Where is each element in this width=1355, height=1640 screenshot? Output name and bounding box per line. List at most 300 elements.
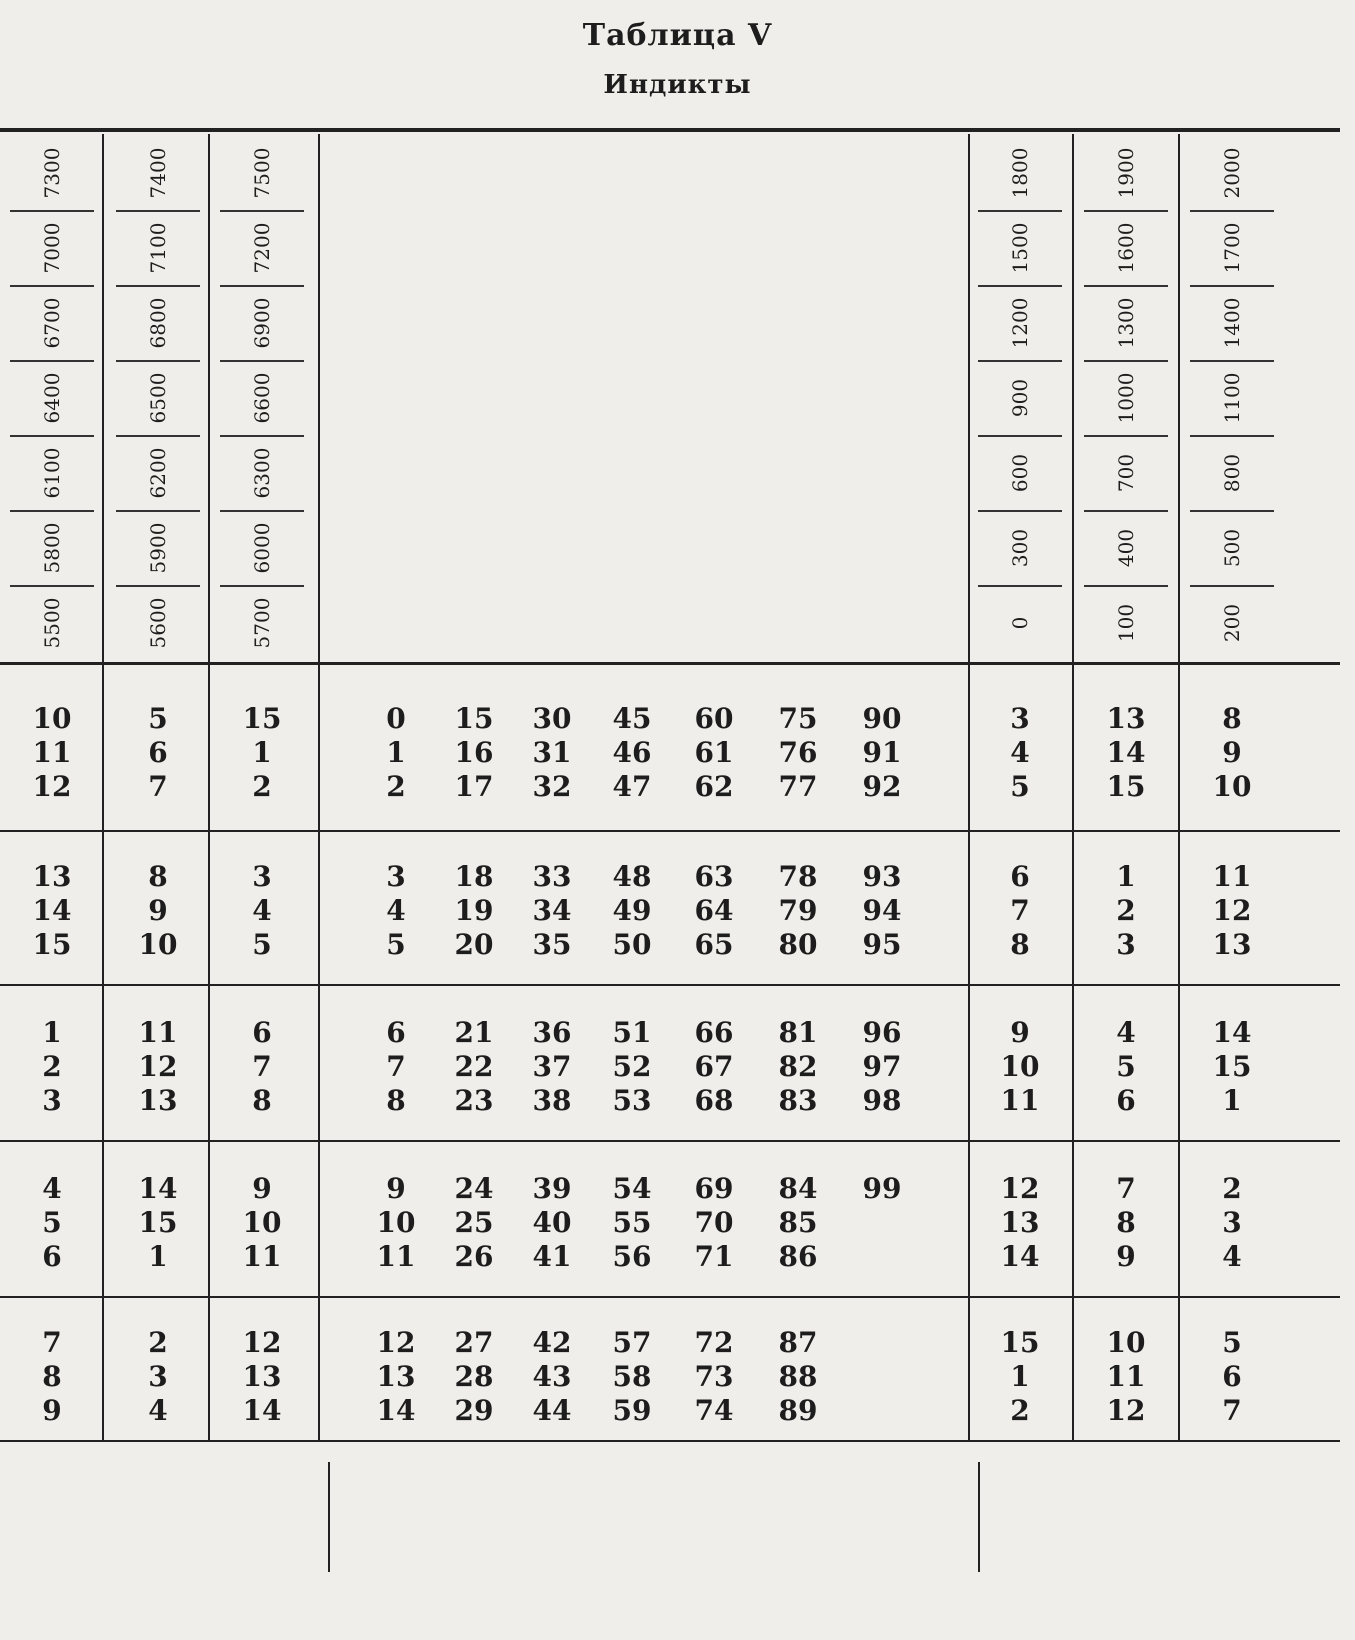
horizontal-rule [0,1140,1340,1142]
indict-value: 15 [454,702,494,735]
decade-year-column [512,1326,592,1428]
indict-value: 2 [42,1050,62,1083]
decade-year-column [674,1016,754,1118]
indict-value: 95 [862,928,902,961]
indict-value: 13 [1000,1206,1040,1239]
indict-value: 2 [148,1326,168,1359]
decade-year-column [434,702,514,804]
world-header-year: 5900 [146,522,170,573]
indict-value: 9 [42,1394,62,1427]
indict-value: 11 [138,1016,178,1049]
decade-year-column [356,1016,436,1118]
decade-year-column [758,702,838,804]
vertical-rule [1072,134,1074,1440]
indict-value: 9 [1116,1240,1136,1273]
indict-value: 5 [42,1206,62,1239]
christ-indict-column [980,1172,1060,1274]
decade-year-column [842,1172,922,1274]
christ-indict-column [1086,1016,1166,1118]
indict-value: 7 [386,1050,406,1083]
world-header-year: 6600 [250,372,274,423]
indict-value: 98 [862,1084,902,1117]
decade-year-column [356,860,436,962]
indict-value: 68 [694,1084,734,1117]
indict-value: 3 [252,860,272,893]
indict-value: 41 [532,1240,572,1273]
indict-value: 9 [386,1172,406,1205]
indict-value: 60 [694,702,734,735]
world-indict-column [12,702,92,804]
world-indict-column [222,860,302,962]
horizontal-rule [0,830,1340,832]
christ-header-year: 1500 [1008,222,1032,273]
indict-value: 11 [32,736,72,769]
christ-era-label [917,248,943,548]
decade-year-column [512,1016,592,1118]
world-header-year: 7000 [40,222,64,273]
indict-value: 79 [778,894,818,927]
christ-header-year: 300 [1008,528,1032,567]
decade-year-column [356,702,436,804]
indict-value: 4 [1116,1016,1136,1049]
world-indict-column [222,1326,302,1428]
christ-header-year: 1400 [1220,297,1244,348]
indict-value: 97 [862,1050,902,1083]
horizontal-rule [0,984,1340,986]
decade-year-column [434,860,514,962]
indict-value: 81 [778,1016,818,1049]
indict-value: 4 [1222,1240,1242,1273]
christ-header-year: 1800 [1008,147,1032,198]
indict-value: 29 [454,1394,494,1427]
christ-indict-column [1086,1172,1166,1274]
indict-value: 55 [612,1206,652,1239]
indict-value: 7 [1222,1394,1242,1427]
decade-year-column [758,1172,838,1274]
christ-indict-column [1086,702,1166,804]
indict-value: 12 [1000,1172,1040,1205]
indict-value: 7 [148,770,168,803]
indict-value: 14 [138,1172,178,1205]
christ-indict-column [1192,860,1272,962]
indict-value: 12 [376,1326,416,1359]
world-header-year: 5700 [250,597,274,648]
indict-value: 47 [612,770,652,803]
indict-value: 59 [612,1394,652,1427]
indict-value: 13 [32,860,72,893]
decade-year-column [758,860,838,962]
decade-year-column [674,1172,754,1274]
indict-value: 90 [862,702,902,735]
world-header-year: 6900 [250,297,274,348]
indict-value: 4 [148,1394,168,1427]
indict-value: 48 [612,860,652,893]
indict-value: 10 [376,1206,416,1239]
horizontal-rule [0,662,1340,665]
indict-value: 44 [532,1394,572,1427]
world-header-year: 6700 [40,297,64,348]
vertical-rule [102,134,104,1440]
world-header-year: 6100 [40,447,64,498]
indict-value: 3 [386,860,406,893]
indict-value: 54 [612,1172,652,1205]
decade-year-column [512,1172,592,1274]
decade-year-column [434,1326,514,1428]
indict-value: 10 [1212,770,1252,803]
decade-year-column [434,1016,514,1118]
indict-value [842,1394,922,1428]
world-header-year: 6000 [250,522,274,573]
indict-value: 42 [532,1326,572,1359]
indict-value: 1 [1116,860,1136,893]
indict-value: 5 [148,702,168,735]
indict-value: 3 [1010,702,1030,735]
indict-value: 30 [532,702,572,735]
world-header-year: 5600 [146,597,170,648]
indict-value: 2 [386,770,406,803]
indict-value: 12 [1106,1394,1146,1427]
indict-value: 11 [1000,1084,1040,1117]
world-era-label [332,248,358,548]
indict-value: 83 [778,1084,818,1117]
world-header-year: 6400 [40,372,64,423]
indict-value: 9 [1010,1016,1030,1049]
indict-value: 12 [32,770,72,803]
christ-header-year: 1000 [1114,372,1138,423]
christ-header-year: 600 [1008,453,1032,492]
world-indict-column [222,1172,302,1274]
indict-value: 1 [42,1016,62,1049]
world-indict-column [118,860,198,962]
christ-header-year: 1200 [1008,297,1032,348]
indict-value: 11 [376,1240,416,1273]
page-title: Таблица V [582,18,773,53]
indict-value: 72 [694,1326,734,1359]
christ-indict-column [1086,860,1166,962]
decade-year-column [674,702,754,804]
indict-value: 5 [386,928,406,961]
indict-value: 6 [252,1016,272,1049]
indict-value: 13 [376,1360,416,1393]
christ-header-year: 1300 [1114,297,1138,348]
indict-value: 57 [612,1326,652,1359]
christ-header-year: 1100 [1220,372,1244,423]
indict-value: 53 [612,1084,652,1117]
indict-value: 6 [1116,1084,1136,1117]
indict-value: 5 [1010,770,1030,803]
decade-year-column [512,860,592,962]
vertical-rule [208,134,210,1440]
decade-year-column [356,1172,436,1274]
indict-value: 64 [694,894,734,927]
indict-value: 7 [1116,1172,1136,1205]
world-header-year: 5500 [40,597,64,648]
indict-value: 36 [532,1016,572,1049]
decade-year-column [842,1016,922,1118]
decade-year-column [592,1326,672,1428]
indict-value: 73 [694,1360,734,1393]
world-header-year: 5800 [40,522,64,573]
indict-value: 69 [694,1172,734,1205]
horizontal-rule [0,1296,1340,1298]
indict-value: 50 [612,928,652,961]
christ-indict-column [1192,1326,1272,1428]
world-indict-column [118,1016,198,1118]
indict-value: 4 [1010,736,1030,769]
indict-value: 5 [1222,1326,1242,1359]
world-indict-column [12,1326,92,1428]
indict-value: 4 [252,894,272,927]
christ-indict-column [980,1016,1060,1118]
indict-value: 14 [242,1394,282,1427]
indict-value: 6 [1010,860,1030,893]
indict-value: 14 [32,894,72,927]
vertical-rule [968,134,970,1440]
indict-value: 66 [694,1016,734,1049]
indict-value: 52 [612,1050,652,1083]
horizontal-rule [0,1440,1340,1442]
footer-separator [978,1462,980,1572]
indict-value: 13 [138,1084,178,1117]
indict-value: 87 [778,1326,818,1359]
indict-value: 76 [778,736,818,769]
indict-value: 3 [1116,928,1136,961]
indict-value: 27 [454,1326,494,1359]
indict-value [842,1240,922,1274]
indict-value: 10 [1106,1326,1146,1359]
indict-value: 10 [1000,1050,1040,1083]
world-indict-column [118,1326,198,1428]
christ-header-year: 200 [1220,603,1244,642]
indict-value: 37 [532,1050,572,1083]
indict-value: 1 [148,1240,168,1273]
indict-value: 11 [1212,860,1252,893]
horizontal-rule [0,128,1340,132]
christ-header-year: 1900 [1114,147,1138,198]
world-indict-column [118,702,198,804]
indict-value: 12 [138,1050,178,1083]
christ-header-year: 100 [1114,603,1138,642]
christ-indict-column [1192,702,1272,804]
decade-year-column [842,702,922,804]
indict-value: 35 [532,928,572,961]
world-indict-column [222,702,302,804]
christ-header-year: 400 [1114,528,1138,567]
world-indict-column [118,1172,198,1274]
indict-value: 14 [1000,1240,1040,1273]
indict-value: 65 [694,928,734,961]
indict-value: 24 [454,1172,494,1205]
indict-value: 1 [1222,1084,1242,1117]
indict-value: 75 [778,702,818,735]
indict-value: 15 [242,702,282,735]
world-header-year: 7200 [250,222,274,273]
decade-year-column [434,1172,514,1274]
indict-value [842,1206,922,1240]
indict-value: 14 [1212,1016,1252,1049]
indict-value: 15 [32,928,72,961]
indict-value: 10 [138,928,178,961]
indict-value: 7 [1010,894,1030,927]
indict-value: 0 [386,702,406,735]
decade-year-column [674,860,754,962]
world-indict-column [12,1016,92,1118]
indict-value: 14 [1106,736,1146,769]
indict-value: 6 [148,736,168,769]
indict-value: 21 [454,1016,494,1049]
christ-header-year: 1600 [1114,222,1138,273]
christ-indict-column [1192,1172,1272,1274]
indict-value: 13 [242,1360,282,1393]
indict-value: 15 [138,1206,178,1239]
indict-value: 26 [454,1240,494,1273]
indict-value: 17 [454,770,494,803]
christ-header-year: 700 [1114,453,1138,492]
decade-year-column [356,1326,436,1428]
indict-value: 23 [454,1084,494,1117]
indict-value: 70 [694,1206,734,1239]
indict-value [842,1360,922,1394]
indict-value: 2 [1116,894,1136,927]
indict-value: 62 [694,770,734,803]
indict-value: 51 [612,1016,652,1049]
vertical-rule [1178,134,1180,1440]
indict-value: 99 [862,1172,902,1205]
indict-value: 56 [612,1240,652,1273]
world-header-year: 7500 [250,147,274,198]
indict-value: 71 [694,1240,734,1273]
indict-value: 14 [376,1394,416,1427]
christ-header-year: 900 [1008,378,1032,417]
christ-indict-column [980,1326,1060,1428]
christ-header-year: 500 [1220,528,1244,567]
indict-value: 82 [778,1050,818,1083]
indict-value: 8 [1116,1206,1136,1239]
indict-value: 38 [532,1084,572,1117]
indict-value: 10 [32,702,72,735]
decade-year-column [758,1326,838,1428]
christ-header-year: 800 [1220,453,1244,492]
indict-value: 78 [778,860,818,893]
indict-value: 2 [252,770,272,803]
indict-value: 3 [42,1084,62,1117]
decade-year-column [592,1172,672,1274]
christ-indict-column [980,702,1060,804]
indict-value: 13 [1212,928,1252,961]
indict-value: 80 [778,928,818,961]
indict-value: 20 [454,928,494,961]
indict-value: 85 [778,1206,818,1239]
indict-value: 6 [42,1240,62,1273]
indict-value: 15 [1212,1050,1252,1083]
indict-value: 13 [1106,702,1146,735]
decade-year-column [842,1326,922,1428]
indict-value: 3 [148,1360,168,1393]
vertical-rule [318,134,320,1440]
indict-value: 8 [42,1360,62,1393]
indict-value: 22 [454,1050,494,1083]
indict-value: 15 [1000,1326,1040,1359]
indict-value: 3 [1222,1206,1242,1239]
decade-year-column [512,702,592,804]
indict-value: 77 [778,770,818,803]
indict-value: 6 [1222,1360,1242,1393]
indict-value: 67 [694,1050,734,1083]
world-indict-column [222,1016,302,1118]
indict-value: 74 [694,1394,734,1427]
indict-value: 8 [386,1084,406,1117]
christ-indict-column [980,860,1060,962]
indict-value: 63 [694,860,734,893]
indict-value: 92 [862,770,902,803]
indict-value: 32 [532,770,572,803]
indict-value: 91 [862,736,902,769]
indict-value: 2 [1222,1172,1242,1205]
world-header-year: 7400 [146,147,170,198]
indict-value: 9 [1222,736,1242,769]
christ-header-year: 0 [1008,616,1032,629]
indict-value: 2 [1010,1394,1030,1427]
world-header-year: 7300 [40,147,64,198]
indict-value: 46 [612,736,652,769]
indict-value: 45 [612,702,652,735]
indict-value: 34 [532,894,572,927]
indict-value: 19 [454,894,494,927]
indict-value: 88 [778,1360,818,1393]
indict-value: 12 [242,1326,282,1359]
indict-value: 49 [612,894,652,927]
indict-value: 18 [454,860,494,893]
world-header-year: 7100 [146,222,170,273]
decade-year-column [842,860,922,962]
indict-value: 25 [454,1206,494,1239]
indict-value [842,1326,922,1360]
indict-value: 4 [386,894,406,927]
indict-value: 15 [1106,770,1146,803]
indict-value: 28 [454,1360,494,1393]
indict-value: 1 [1010,1360,1030,1393]
indict-value: 8 [148,860,168,893]
decade-year-column [592,860,672,962]
decade-year-column [758,1016,838,1118]
page-subtitle: Индикты [603,70,752,100]
world-header-year: 6800 [146,297,170,348]
indict-value: 8 [1010,928,1030,961]
indict-value: 94 [862,894,902,927]
indict-value: 33 [532,860,572,893]
indict-value: 11 [1106,1360,1146,1393]
indict-value: 8 [252,1084,272,1117]
indict-value: 5 [252,928,272,961]
indict-value: 5 [1116,1050,1136,1083]
world-header-year: 6300 [250,447,274,498]
decade-year-column [592,702,672,804]
decade-year-column [674,1326,754,1428]
indict-value: 12 [1212,894,1252,927]
indict-value: 86 [778,1240,818,1273]
indict-value: 9 [148,894,168,927]
indict-value: 7 [252,1050,272,1083]
indict-value: 10 [242,1206,282,1239]
indict-value: 84 [778,1172,818,1205]
indict-value: 1 [386,736,406,769]
indict-value: 39 [532,1172,572,1205]
indict-value: 31 [532,736,572,769]
indict-value: 40 [532,1206,572,1239]
christ-indict-column [1086,1326,1166,1428]
indict-value: 6 [386,1016,406,1049]
decade-year-column [592,1016,672,1118]
